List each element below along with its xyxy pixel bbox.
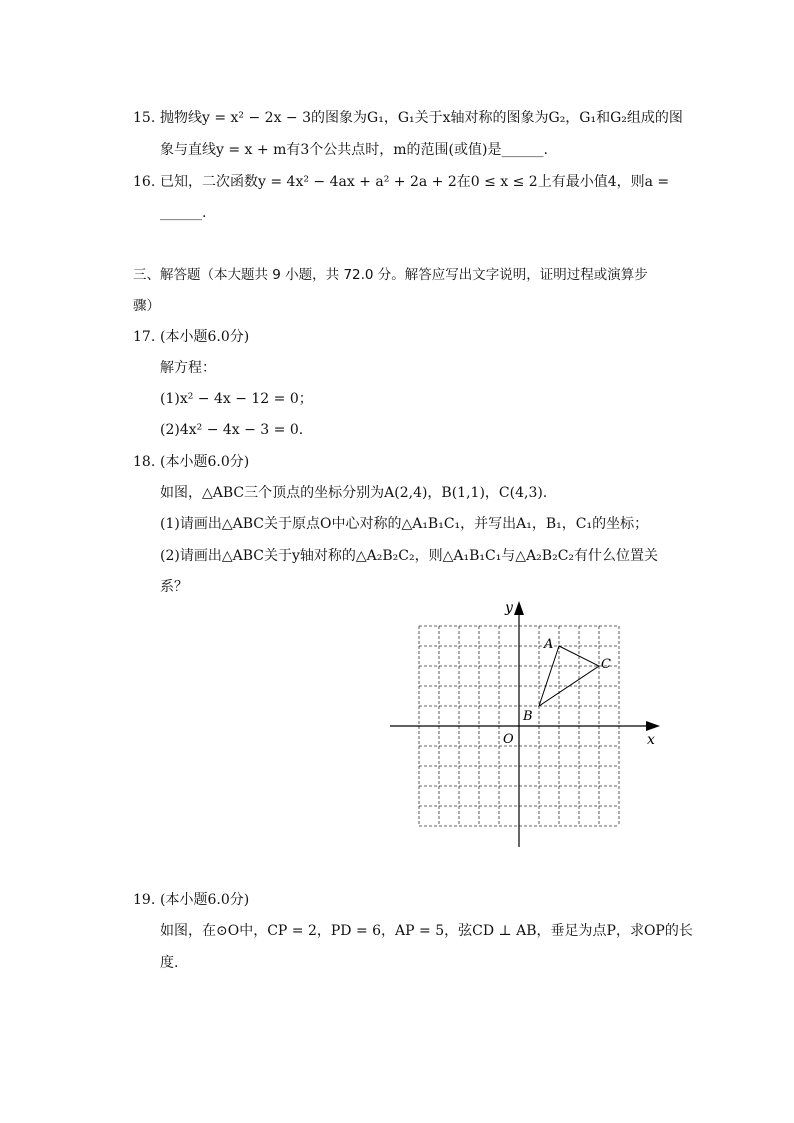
section-heading-line2: 骤）	[133, 298, 160, 314]
q17-prompt: 解方程：	[160, 360, 216, 376]
q17-part2: (2)4x² − 4x − 3 = 0.	[160, 422, 304, 438]
q18-part2-line1: (2)请画出△ABC关于y轴对称的△A₂B₂C₂，则△A₁B₁C₁与△A₂B₂C₂有什么位置关	[160, 548, 659, 564]
vertex-a-label: A	[544, 637, 554, 652]
origin-label: O	[503, 732, 514, 747]
q19-number: 19.	[133, 892, 156, 908]
q15-line1: 抛物线y = x² − 2x − 3的图象为G₁，G₁关于x轴对称的图象为G₂，G₁和G₂组成的图	[160, 110, 683, 126]
vertex-c-label: C	[601, 657, 611, 672]
q18-number: 18.	[133, 454, 156, 470]
vertex-b-label: B	[523, 709, 533, 724]
q18-intro: 如图，△ABC三个顶点的坐标分别为A(2,4)，B(1,1)，C(4,3).	[160, 485, 548, 501]
y-axis-label: y	[505, 600, 513, 616]
q15-line2: 象与直线y = x + m有3个公共点时，m的范围(或值)是______.	[160, 142, 548, 158]
q17-part1: (1)x² − 4x − 12 = 0；	[160, 391, 313, 407]
q17-score: (本小题6.0分)	[160, 329, 250, 345]
x-axis-arrow	[646, 721, 660, 731]
y-axis-arrow	[514, 601, 524, 615]
q18-part2-line2: 系？	[160, 579, 188, 595]
triangle-abc	[539, 646, 599, 706]
q16-line2: ______.	[160, 205, 207, 221]
x-axis-label: x	[647, 732, 655, 748]
q18-part1: (1)请画出△ABC关于原点O中心对称的△A₁B₁C₁，并写出A₁，B₁，C₁的坐标；	[160, 516, 649, 532]
coordinate-figure	[380, 595, 670, 855]
q16-number: 16.	[133, 174, 156, 190]
q19-score: (本小题6.0分)	[160, 892, 250, 908]
section-heading-line1: 三、解答题（本大题共 9 小题，共 72.0 分。解答应写出文字说明，证明过程或演算步	[133, 267, 648, 283]
q16-line1: 已知，二次函数y = 4x² − 4ax + a² + 2a + 2在0 ≤ x ≤ 2上有最小值4，则a =	[160, 174, 670, 190]
q15-number: 15.	[133, 110, 156, 126]
q17-number: 17.	[133, 329, 156, 345]
q18-score: (本小题6.0分)	[160, 454, 250, 470]
q19-line1: 如图，在⊙O中，CP = 2，PD = 6，AP = 5，弦CD ⊥ AB，垂足为点P，求OP的长	[160, 923, 693, 939]
q19-line2: 度.	[160, 955, 179, 971]
